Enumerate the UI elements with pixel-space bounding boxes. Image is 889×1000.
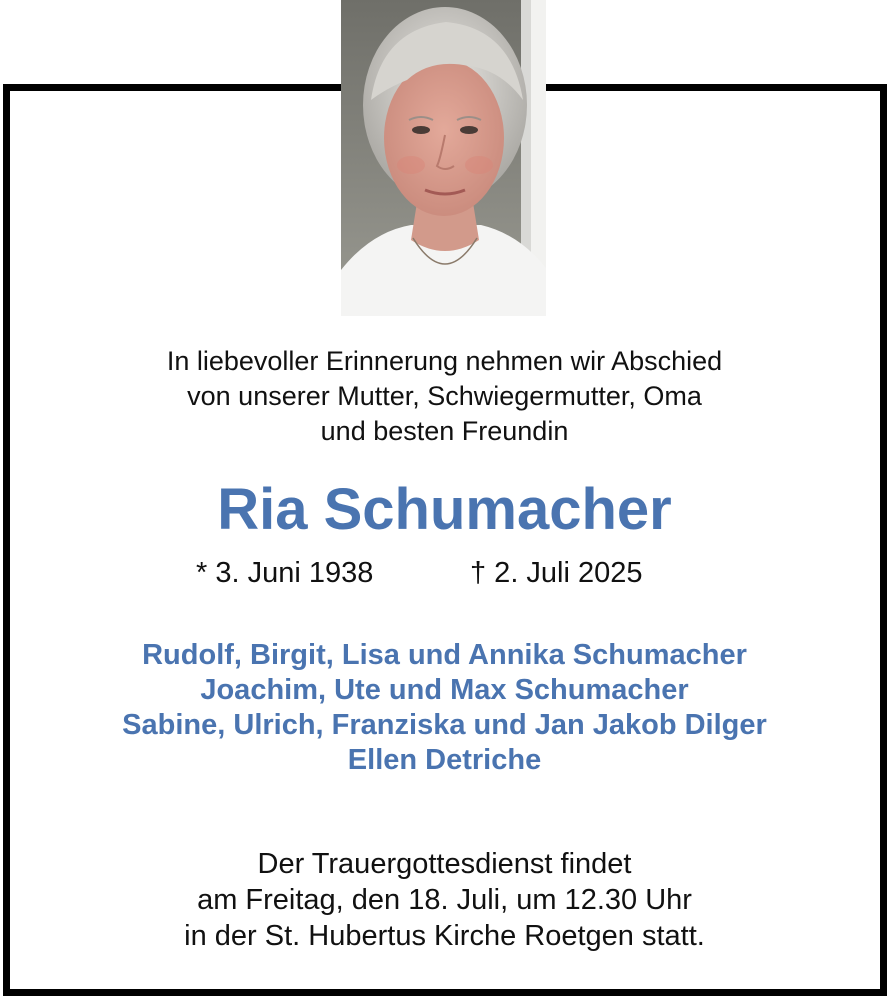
deceased-name: Ria Schumacher (217, 477, 672, 542)
family-line: Sabine, Ulrich, Franziska und Jan Jakob Dilger (122, 709, 767, 741)
death-date: † 2. Juli 2025 (470, 557, 643, 589)
intro-line: In liebevoller Erinnerung nehmen wir Abschied (166, 346, 723, 376)
family-names (0, 638, 889, 778)
intro-line: von unserer Mutter, Schwiegermutter, Oma (187, 381, 702, 411)
service-info (0, 846, 889, 954)
service-line: Der Trauergottesdienst findet (257, 848, 632, 880)
service-line: am Freitag, den 18. Juli, um 12.30 Uhr (197, 884, 692, 916)
family-line: Ellen Detriche (347, 744, 542, 776)
family-line: Joachim, Ute und Max Schumacher (200, 674, 689, 706)
service-line: in der St. Hubertus Kirche Roetgen statt. (184, 920, 705, 952)
birth-date: * 3. Juni 1938 (196, 557, 374, 589)
intro-line: und besten Freundin (320, 416, 569, 446)
portrait-photo (341, 0, 546, 316)
intro-text (0, 344, 889, 449)
family-line: Rudolf, Birgit, Lisa und Annika Schumacher (142, 639, 747, 671)
